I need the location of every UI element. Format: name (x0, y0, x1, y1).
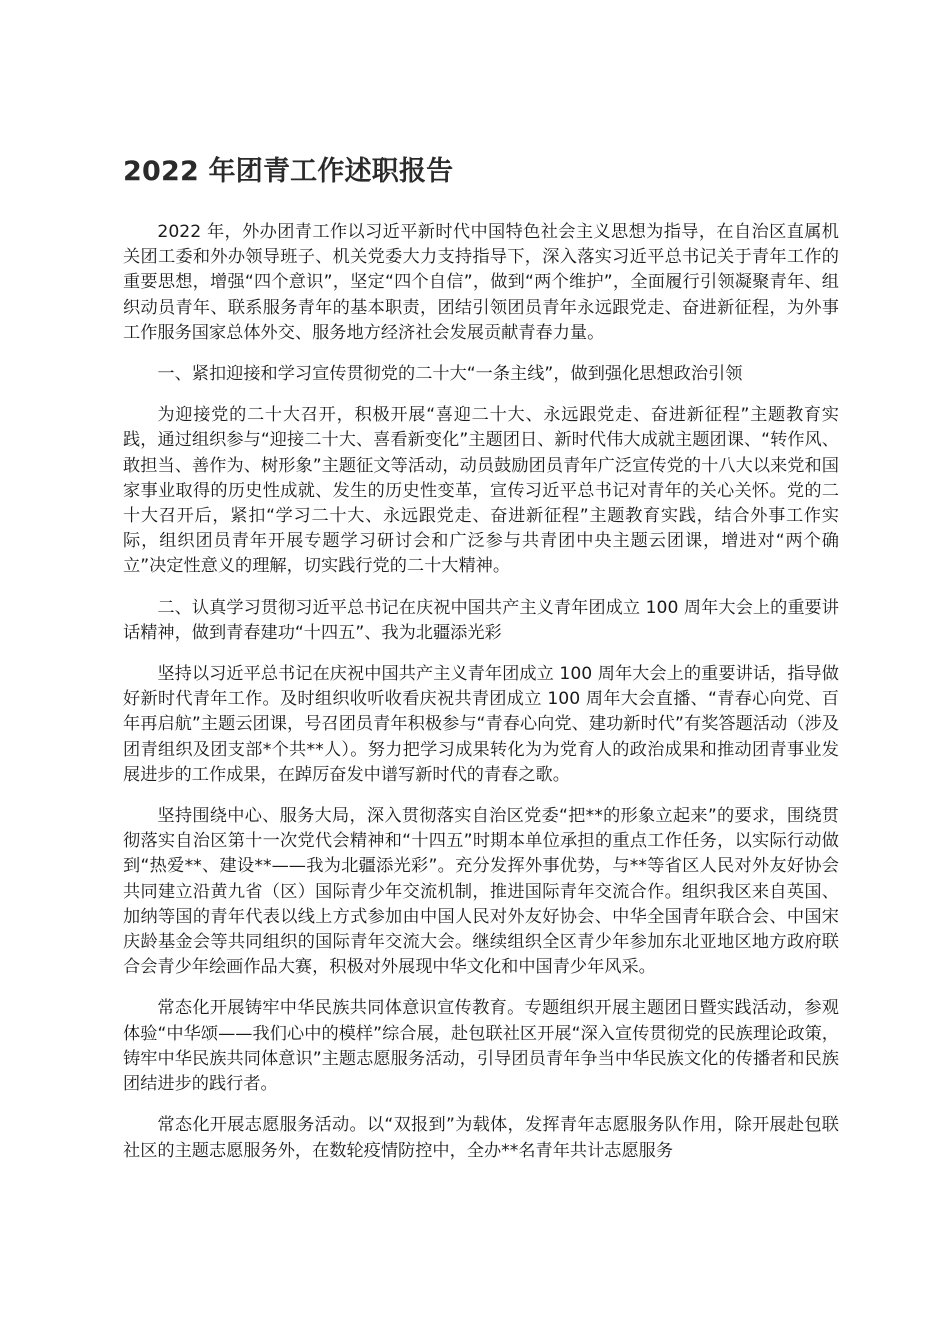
document-title: 2022 年团青工作述职报告 (123, 156, 454, 187)
body-paragraph: 坚持以习近平总书记在庆祝中国共产主义青年团成立 100 周年大会上的重要讲话，指导做好新时代青年工作。及时组织收听收看庆祝共青团成立 100 周年大会直播、“青春心向党、百年再启航”主题云团课，号召团员青年积极参与“青春心向党、建功新时代”有奖答题活动（涉及团青组织及团支部*个共**人）。努力把学习成果转化为为党育人的政治成果和推动团青事业发展进步的工作成果，在踔厉奋发中谱写新时代的青春之歌。 (123, 664, 839, 785)
body-paragraph: 常态化开展志愿服务活动。以“双报到”为载体，发挥青年志愿服务队作用，除开展赴包联社区的主题志愿服务外，在数轮疫情防控中，全办**名青年共计志愿服务 (123, 1115, 839, 1161)
body-paragraph: 常态化开展铸牢中华民族共同体意识宣传教育。专题组织开展主题团日暨实践活动，参观体验“中华颂——我们心中的模样”综合展，赴包联社区开展“深入宣传贯彻党的民族理论政策，铸牢中华民族共同体意识”主题志愿服务活动，引导团员青年争当中华民族文化的传播者和民族团结进步的践行者。 (123, 998, 839, 1095)
section-heading-1: 一、紧扣迎接和学习宣传贯彻党的二十大“一条主线”，做到强化思想政治引领 (157, 364, 743, 385)
document-page (123, 150, 839, 1180)
body-paragraph: 为迎接党的二十大召开，积极开展“喜迎二十大、永远跟党走、奋进新征程”主题教育实践，通过组织参与“迎接二十大、喜看新变化”主题团日、新时代伟大成就主题团课、“转作风、敢担当、善作为、树形象”主题征文等活动，动员鼓励团员青年广泛宣传党的十八大以来党和国家事业取得的历史性成就、发生的历史性变革，宣传习近平总书记对青年的关心关怀。党的二十大召开后，紧扣“学习二十大、永远跟党走、奋进新征程”主题教育实践，结合外事工作实际，组织团员青年开展专题学习研讨会和广泛参与共青团中央主题云团课，增进对“两个确立”决定性意义的理解，切实践行党的二十大精神。 (123, 405, 839, 577)
section-heading-2: 二、认真学习贯彻习近平总书记在庆祝中国共产主义青年团成立 100 周年大会上的重要讲话精神，做到青春建功“十四五”、我为北疆添光彩 (123, 597, 839, 643)
body-paragraph: 坚持围绕中心、服务大局，深入贯彻落实自治区党委“把**的形象立起来”的要求，围绕贯彻落实自治区第十一次党代会精神和“十四五”时期本单位承担的重点工作任务，以实际行动做到“热爱**、建设**——我为北疆添光彩”。充分发挥外事优势，与**等省区人民对外友好协会共同建立沿黄九省（区）国际青少年交流机制，推进国际青年交流合作。组织我区来自英国、加纳等国的青年代表以线上方式参加由中国人民对外友好协会、中华全国青年联合会、中国宋庆龄基金会等共同组织的国际青年交流大会。继续组织全区青少年参加东北亚地区地方政府联合会青少年绘画作品大赛，积极对外展现中华文化和中国青少年风采。 (123, 806, 839, 978)
intro-paragraph: 2022 年，外办团青工作以习近平新时代中国特色社会主义思想为指导，在自治区直属机关团工委和外办领导班子、机关党委大力支持指导下，深入落实习近平总书记关于青年工作的重要思想，增强“四个意识”，坚定“四个自信”，做到“两个维护”，全面履行引领凝聚青年、组织动员青年、联系服务青年的基本职责，团结引领团员青年永远跟党走、奋进新征程，为外事工作服务国家总体外交、服务地方经济社会发展贡献青春力量。 (123, 222, 839, 343)
